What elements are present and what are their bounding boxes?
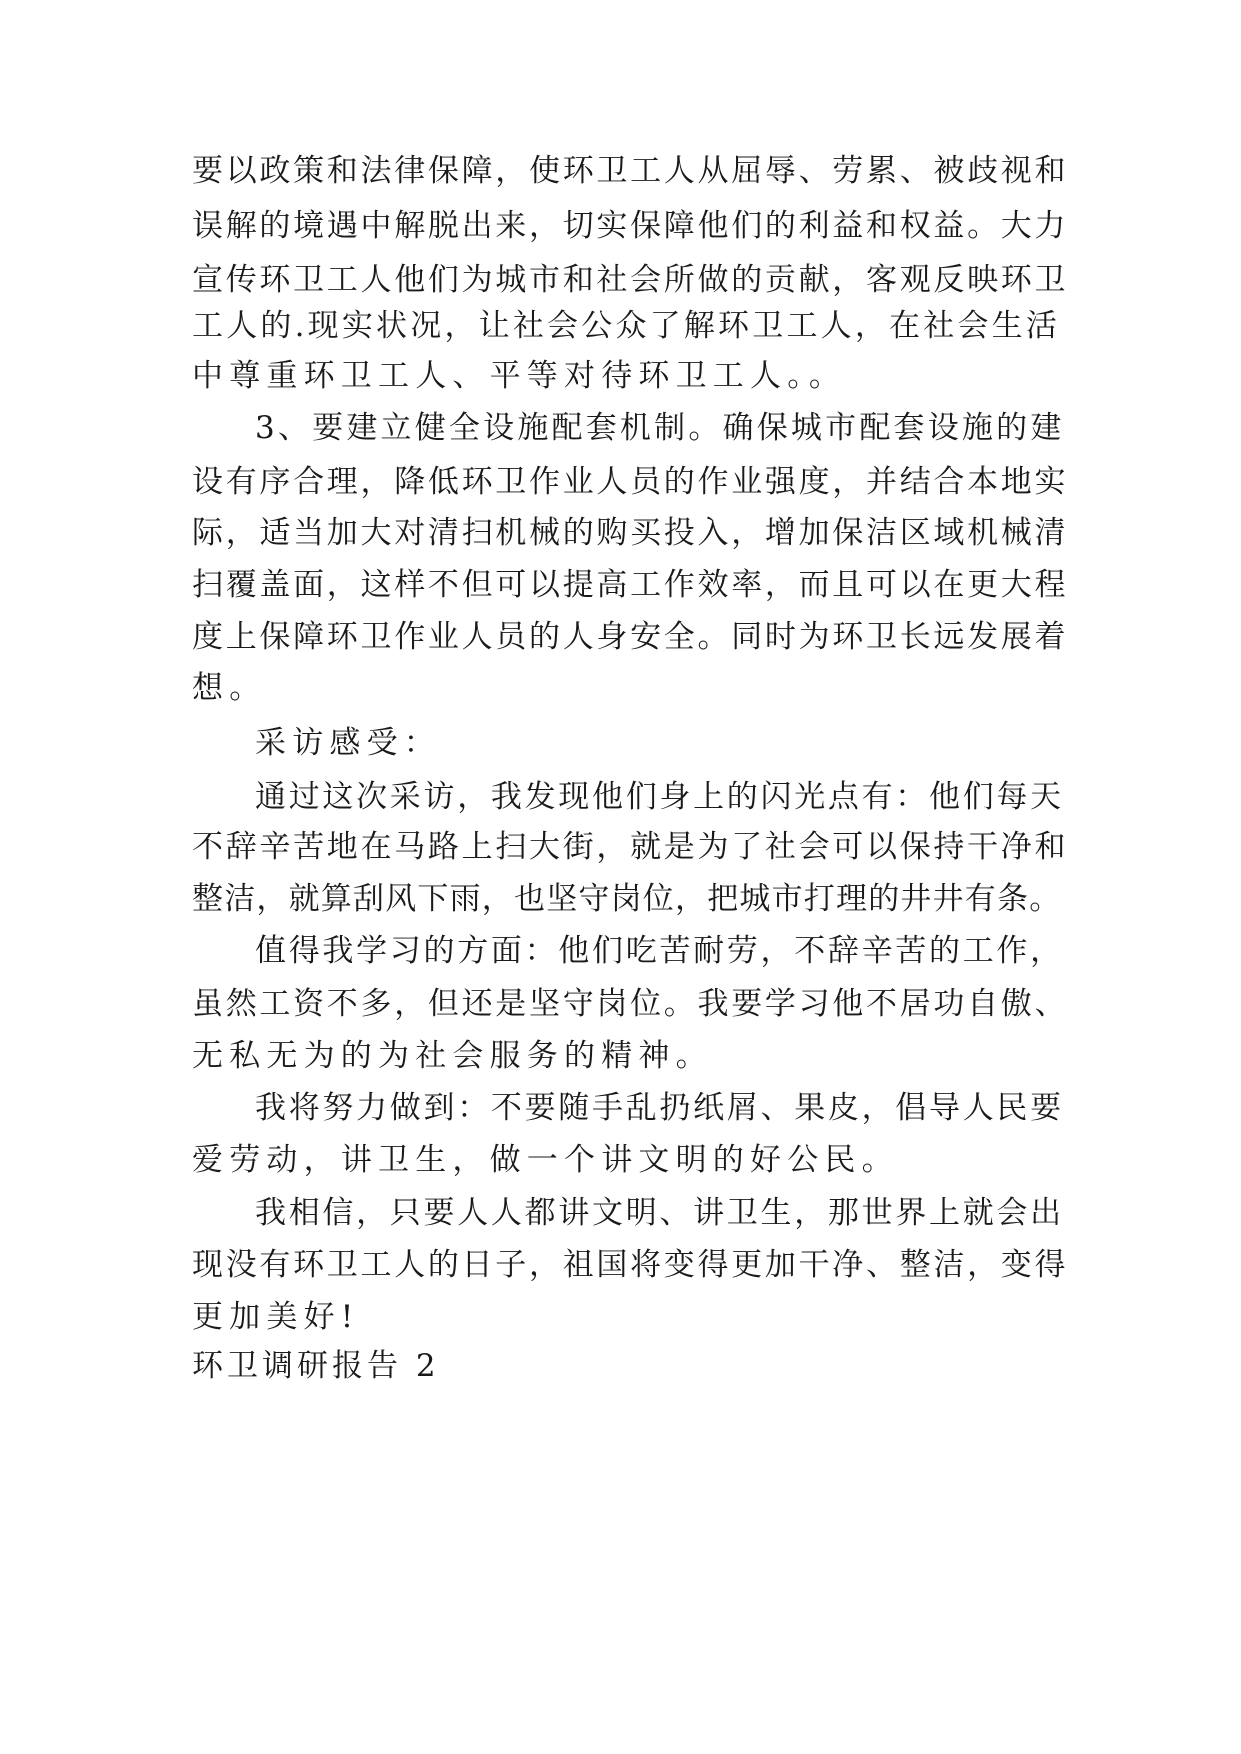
paragraph-1-line-5: 中尊重环卫工人、平等对待环卫工人。。 <box>192 358 847 394</box>
paragraph-4-line-3: 整洁，就算刮风下雨，也坚守岗位，把城市打理的井井有条。 <box>192 881 1062 917</box>
paragraph-1-line-1: 要以政策和法律保障，使环卫工人从屈辱、劳累、被歧视和 <box>192 153 1069 189</box>
paragraph-5-line-1: 值得我学习的方面：他们吃苦耐劳，不辞辛苦的工作， <box>255 933 1064 969</box>
paragraph-2-line-4: 扫覆盖面，这样不但可以提高工作效率，而且可以在更大程 <box>192 567 1069 603</box>
paragraph-5-line-3: 无私无为的为社会服务的精神。 <box>192 1038 713 1074</box>
interview-feelings-label: 采访感受： <box>255 725 441 761</box>
paragraph-1-line-4: 工人的.现实状况，让社会公众了解环卫工人，在社会生活 <box>192 308 1061 344</box>
paragraph-1-line-3: 宣传环卫工人他们为城市和社会所做的贡献，客观反映环卫 <box>192 262 1069 298</box>
paragraph-2-line-1: 3、要建立健全设施配套机制。确保城市配套设施的建 <box>255 410 1065 446</box>
paragraph-7-line-1: 我相信，只要人人都讲文明、讲卫生，那世界上就会出 <box>255 1195 1064 1231</box>
paragraph-5-line-2: 虽然工资不多，但还是坚守岗位。我要学习他不居功自傲、 <box>192 986 1069 1022</box>
paragraph-4-line-2: 不辞辛苦地在马路上扫大街，就是为了社会可以保持干净和 <box>192 829 1069 865</box>
paragraph-7-line-2: 现没有环卫工人的日子，祖国将变得更加干净、整洁，变得 <box>192 1247 1069 1283</box>
section-heading: 环卫调研报告 2 <box>192 1348 440 1384</box>
paragraph-2-line-5: 度上保障环卫作业人员的人身安全。同时为环卫长远发展着 <box>192 619 1069 655</box>
paragraph-2-line-6: 想。 <box>192 670 267 706</box>
paragraph-1-line-2: 误解的境遇中解脱出来，切实保障他们的利益和权益。大力 <box>192 208 1069 244</box>
paragraph-6-line-2: 爱劳动，讲卫生，做一个讲文明的好公民。 <box>192 1142 899 1178</box>
paragraph-2-line-3: 际，适当加大对清扫机械的购买投入，增加保洁区域机械清 <box>192 515 1069 551</box>
paragraph-7-line-3: 更加美好! <box>192 1299 360 1335</box>
paragraph-2-line-2: 设有序合理，降低环卫作业人员的作业强度，并结合本地实 <box>192 464 1069 500</box>
paragraph-6-line-1: 我将努力做到：不要随手乱扔纸屑、果皮，倡导人民要 <box>255 1090 1064 1126</box>
paragraph-4-line-1: 通过这次采访，我发现他们身上的闪光点有：他们每天 <box>255 779 1064 815</box>
